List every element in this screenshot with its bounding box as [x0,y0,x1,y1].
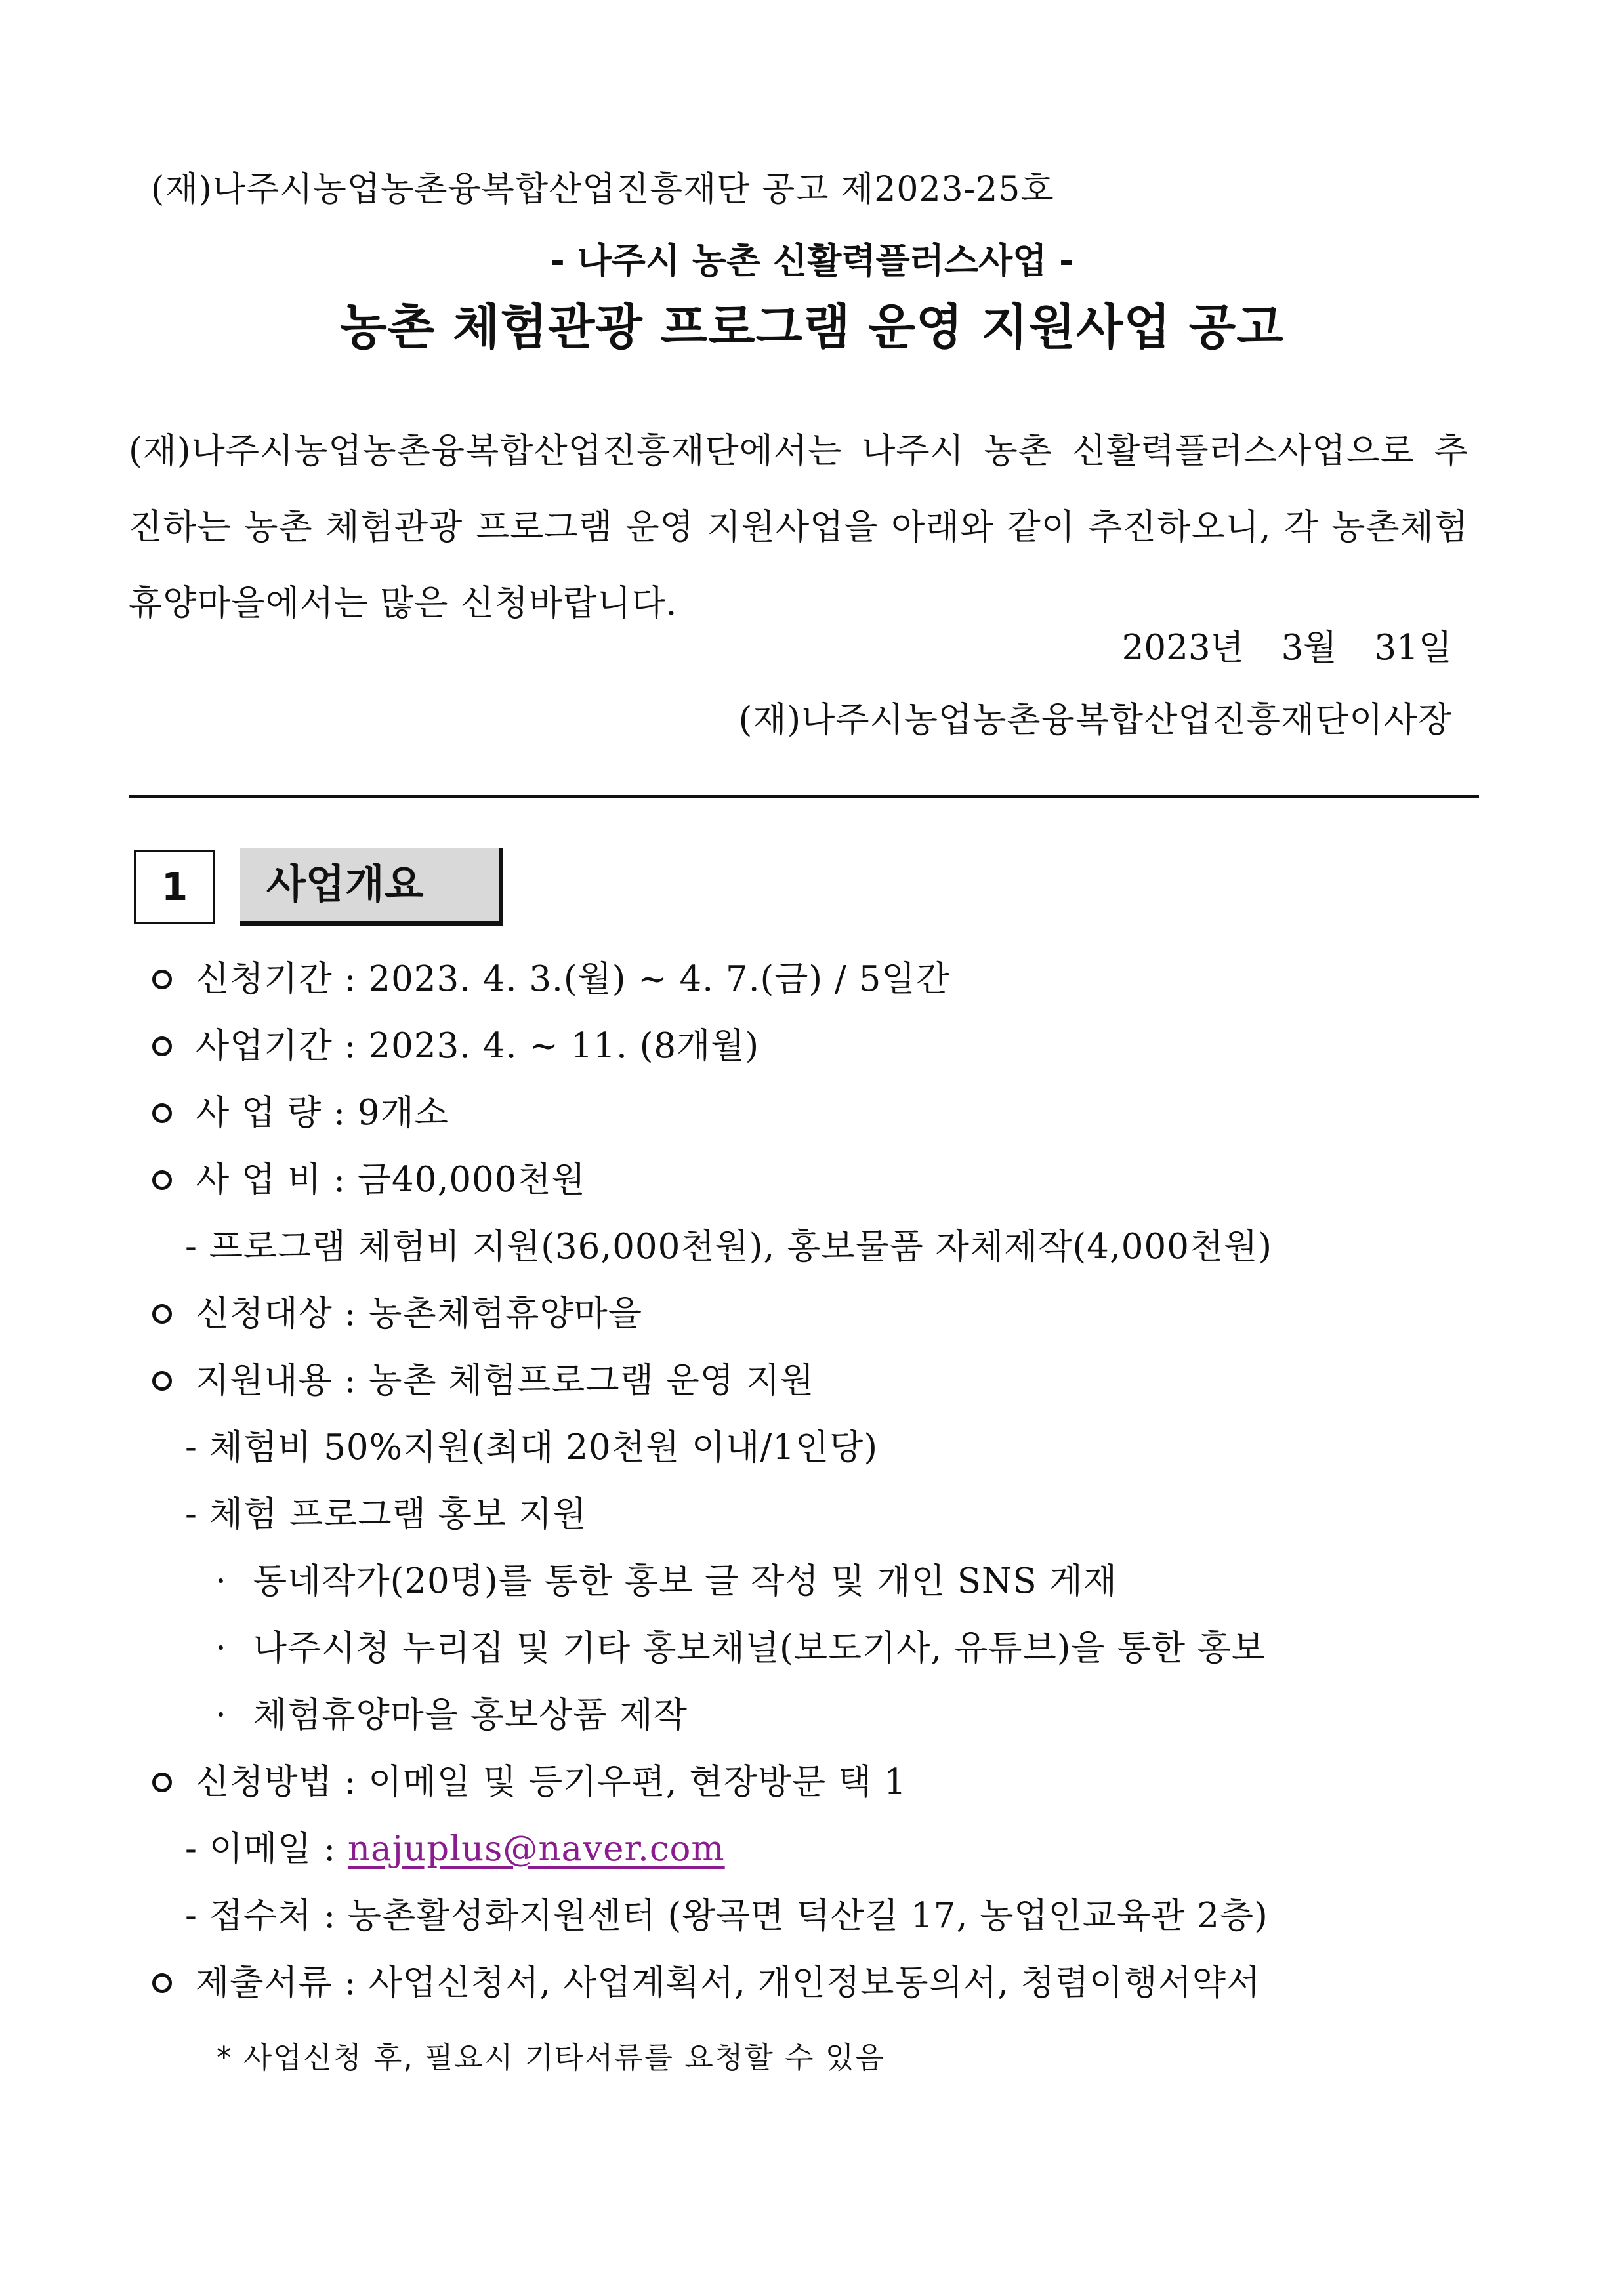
list-item-email [185,1821,725,1871]
section-title: 사업개요 [266,860,424,908]
circle-bullet-icon [152,1170,172,1190]
list-item-support-sub2: - 체험 프로그램 홍보 지원 [185,1494,587,1534]
list-item-target [152,1286,642,1336]
circle-bullet-icon [152,1371,172,1391]
item-text: 지원내용 : 농촌 체험프로그램 운영 지원 [196,1361,815,1401]
item-text: 신청기간 : 2023. 4. 3.(월) ~ 4. 7.(금) / 5일간 [196,959,950,999]
item-text: 동네작가(20명)를 통한 홍보 글 작성 및 개인 SNS 게재 [253,1561,1117,1601]
divider-line [129,795,1479,798]
list-item-documents [152,1955,1260,2005]
email-label: - 이메일 : [185,1829,348,1869]
item-text: 나주시청 누리집 및 기타 홍보채널(보도기사, 유튜브)을 통한 홍보 [253,1628,1266,1668]
list-item-project-period [152,1018,759,1068]
middle-dot-bullet: · [215,1695,227,1735]
circle-bullet-icon [152,1304,172,1324]
item-text: 신청대상 : 농촌체험휴양마을 [196,1294,642,1334]
list-item-budget-detail: - 프로그램 체험비 지원(36,000천원), 홍보물품 자체제작(4,000천원) [185,1227,1273,1267]
list-item-method [152,1754,907,1804]
intro-paragraph: (재)나주시농업농촌융복합산업진흥재단에서는 나주시 농촌 신활력플러스사업으로 추진하는 농촌 체험관광 프로그램 운영 지원사업을 아래와 같이 추진하오니, 각 농촌체험휴양마을에서는 많은 신청바랍니다. [129,431,1468,623]
circle-bullet-icon [152,1773,172,1792]
list-item-reception: - 접수처 : 농촌활성화지원센터 (왕곡면 덕산길 17, 농업인교육관 2층) [185,1896,1268,1936]
footnote: * 사업신청 후, 필요시 기타서류를 요청할 수 있음 [217,2040,885,2075]
list-item-promo-3 [215,1687,688,1737]
list-item-budget [152,1152,586,1202]
notice-title: 농촌 체험관광 프로그램 운영 지원사업 공고 [340,299,1284,356]
section-title-shadow-bottom [240,921,503,926]
item-text: 사 업 량 : 9개소 [196,1093,449,1133]
notice-number: (재)나주시농업농촌융복합산업진흥재단 공고 제2023-25호 [151,170,1054,209]
section-title-shadow-right [499,848,503,926]
issuer-name: (재)나주시농업농촌융복합산업진흥재단이사장 [738,700,1452,740]
circle-bullet-icon [152,1973,172,1993]
middle-dot-bullet: · [215,1561,227,1601]
circle-bullet-icon [152,1036,172,1056]
email-link[interactable]: najuplus@naver.com [347,1829,725,1869]
list-item-support [152,1353,814,1403]
item-text: 사업기간 : 2023. 4. ~ 11. (8개월) [196,1026,760,1066]
item-text: 체험휴양마을 홍보상품 제작 [253,1695,688,1735]
list-item-support-sub1: - 체험비 50%지원(최대 20천원 이내/1인당) [185,1427,879,1467]
notice-subtitle: - 나주시 농촌 신활력플러스사업 - [550,240,1074,281]
section-title-box [240,848,503,926]
circle-bullet-icon [152,970,172,989]
section-number: 1 [134,850,215,924]
item-text: 제출서류 : 사업신청서, 사업계획서, 개인정보동의서, 청렴이행서약서 [196,1963,1261,2003]
list-item-promo-1 [215,1553,1117,1603]
list-item-apply-period [152,951,950,1001]
list-item-volume [152,1085,449,1135]
item-text: 신청방법 : 이메일 및 등기우편, 현장방문 택 1 [196,1762,907,1802]
notice-date: 2023년 3월 31일 [1121,628,1452,668]
middle-dot-bullet: · [215,1628,227,1668]
circle-bullet-icon [152,1103,172,1123]
item-text: 사 업 비 : 금40,000천원 [196,1160,586,1200]
list-item-promo-2 [215,1620,1266,1670]
